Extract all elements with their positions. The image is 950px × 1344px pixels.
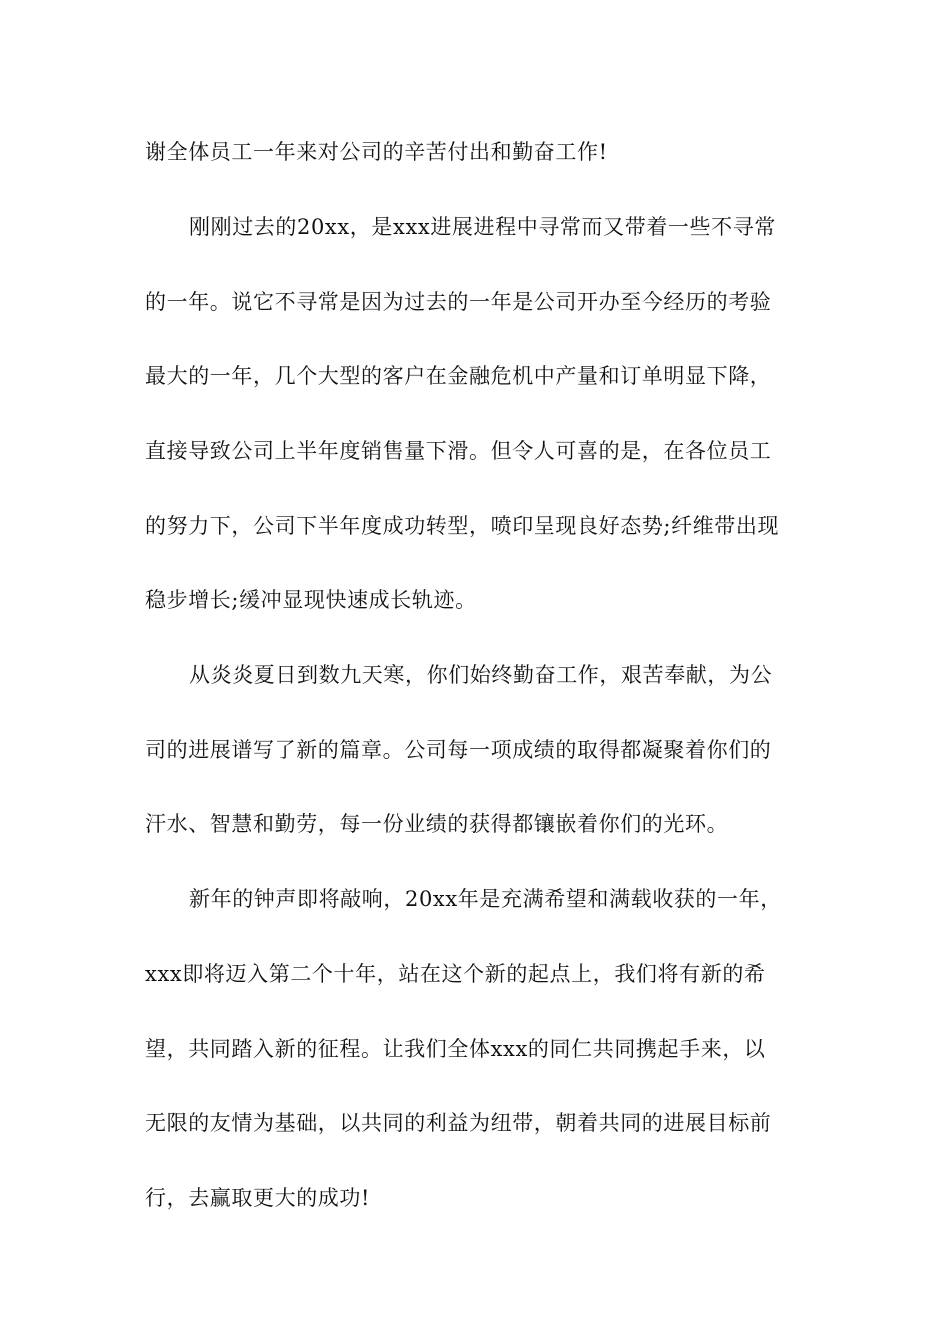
paragraph-start-line: 新年的钟声即将敲响，20xx年是充满希望和满载收获的一年， — [189, 887, 782, 911]
text-line: 望，共同踏入新的征程。让我们全体xxx的同仁共同携起手来，以 — [145, 1037, 766, 1061]
paragraph-start-line: 刚刚过去的20xx，是xxx进展进程中寻常而又带着一些不寻常 — [189, 215, 776, 239]
text-line: xxx即将迈入第二个十年，站在这个新的起点上，我们将有新的希 — [145, 962, 766, 986]
text-line: 司的进展谱写了新的篇章。公司每一项成绩的取得都凝聚着你们的 — [145, 738, 772, 762]
text-line: 的一年。说它不寻常是因为过去的一年是公司开办至今经历的考验 — [145, 290, 772, 314]
text-line: 无限的友情为基础，以共同的利益为纽带，朝着共同的进展目标前 — [145, 1111, 772, 1135]
text-line: 的努力下，公司下半年度成功转型，喷印呈现良好态势;纤维带出现 — [145, 514, 780, 538]
text-line: 直接导致公司上半年度销售量下滑。但令人可喜的是，在各位员工 — [145, 439, 772, 463]
text-line: 稳步增长;缓冲显现快速成长轨迹。 — [145, 588, 477, 612]
text-line: 行，去赢取更大的成功! — [145, 1186, 371, 1210]
text-line: 汗水、智慧和勤劳，每一份业绩的获得都镶嵌着你们的光环。 — [145, 812, 729, 836]
text-line: 最大的一年，几个大型的客户在金融危机中产量和订单明显下降， — [145, 364, 772, 388]
text-line: 谢全体员工一年来对公司的辛苦付出和勤奋工作! — [145, 140, 608, 164]
paragraph-start-line: 从炎炎夏日到数九天寒，你们始终勤奋工作，艰苦奉献，为公 — [189, 663, 773, 687]
